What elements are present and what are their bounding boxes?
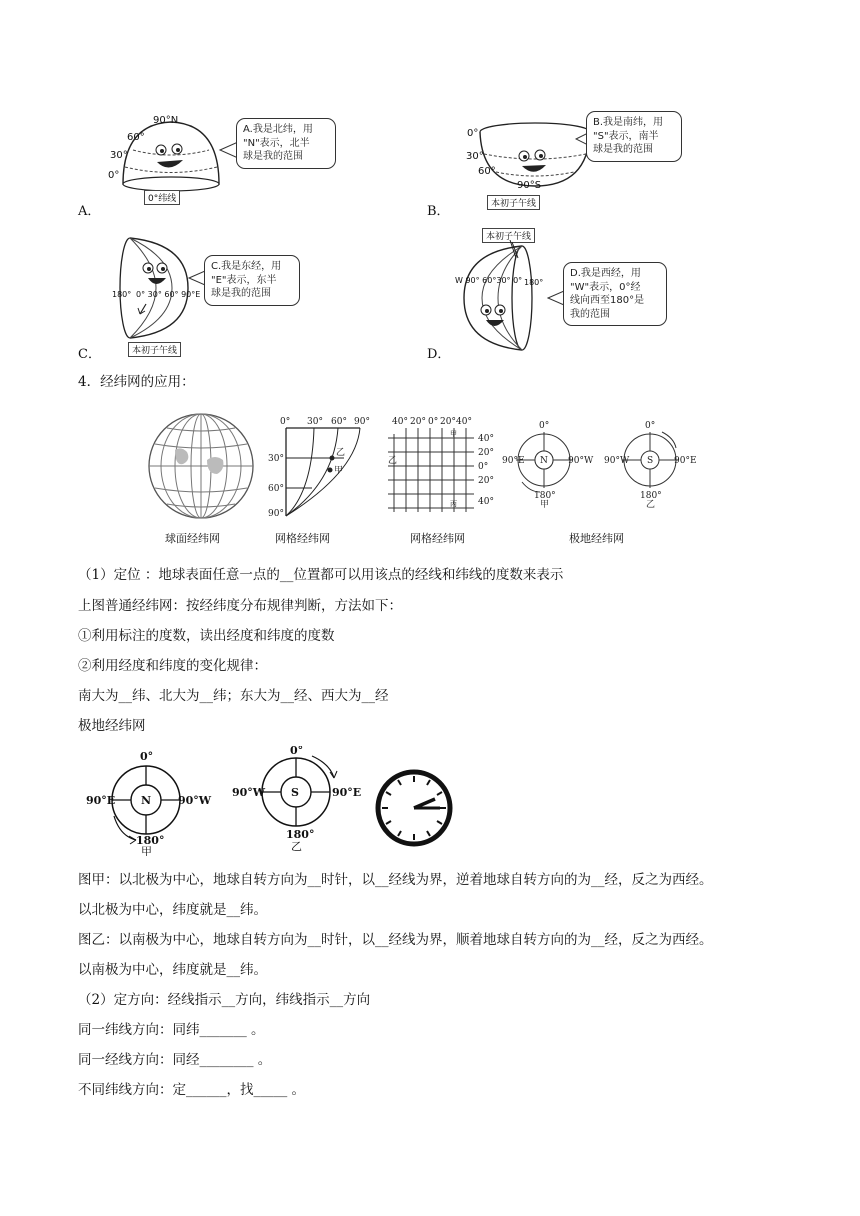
text-line: 极地经纬网: [78, 718, 146, 734]
lat-30-label: 30°: [466, 151, 484, 162]
grid-graticule-figure-2: [384, 412, 502, 524]
polar-label: N: [540, 456, 548, 466]
caption-grid-1: 网格经纬网: [275, 532, 330, 545]
text-line: （1）定位 ：地球表面任意一点的__位置都可以用该点的经线和纬线的度数来表示: [78, 567, 564, 583]
lat-30-label: 30°: [110, 150, 128, 161]
polar-label: 0°: [140, 750, 154, 763]
caption-grid-2: 网格经纬网: [410, 532, 465, 545]
bubble-line: "S"表示，南半: [593, 130, 659, 142]
text-line: （2）定方向：经线指示__方向，纬线指示__方向: [78, 992, 371, 1008]
grid2-right-tick: 40°: [478, 497, 494, 507]
polar-label: S: [291, 786, 299, 799]
grid1-left-tick: 60°: [268, 484, 284, 494]
polar-label: 90°E: [86, 794, 116, 807]
grid2-right-tick: 0°: [478, 462, 489, 472]
text-line: ①利用标注的度数，读出经度和纬度的度数: [78, 628, 335, 644]
point-label: 甲: [334, 466, 344, 476]
western-hemisphere-figure: [460, 240, 550, 356]
polar-label: 90°E: [674, 456, 697, 466]
polar-label: 0°: [290, 746, 304, 757]
grid1-top-tick: 30°: [307, 417, 323, 427]
prime-meridian-tag: 本初子午线: [487, 195, 540, 210]
grid1-top-tick: 0°: [280, 417, 291, 427]
text-line: 南大为__纬、北大为__纬；东大为__经、西大为__经: [78, 688, 389, 704]
speech-bubble-d: [563, 262, 667, 326]
grid2-top-tick: 40°: [392, 417, 408, 427]
lat-90s-label: 90°S: [517, 180, 542, 191]
bubble-line: 球是我的范围: [593, 144, 653, 155]
bubble-line: D.我是西经，用: [570, 268, 641, 279]
text-line: 以南极为中心，纬度就是__纬。: [78, 962, 267, 978]
bubble-line: B.我是南纬，用: [593, 117, 664, 128]
polar-label: 甲: [141, 845, 152, 856]
polar-label: 乙: [291, 840, 302, 853]
text-line: 图乙：以南极为中心，地球自转方向为__时针，以__经线为界，顺着地球自转方向的为__经，反之为西经。: [78, 932, 713, 948]
grid2-right-tick: 40°: [478, 434, 494, 444]
point-label: 乙: [388, 456, 398, 466]
equator-tag: 0°纬线: [144, 190, 180, 205]
point-label: 乙: [336, 448, 346, 458]
polar-label: 180°: [640, 491, 662, 501]
grid2-top-tick: 20°: [440, 417, 456, 427]
eastern-hemisphere-figure: [112, 234, 192, 344]
prime-meridian-tag: 本初子午线: [482, 228, 535, 243]
lat-0-label: 0°: [467, 128, 479, 139]
polar-label: 90°W: [568, 456, 594, 466]
grid2-top-tick: 20°: [410, 417, 426, 427]
polar-label: 90°E: [332, 786, 362, 799]
polar-label: 乙: [646, 500, 656, 508]
polar-label: 0°: [645, 421, 656, 431]
polar-label: 90°W: [604, 456, 630, 466]
polar-label: 90°W: [178, 794, 212, 807]
prime-meridian-tag: 本初子午线: [128, 342, 181, 357]
text-line: 不同纬线方向：定______，找_____ 。: [78, 1082, 306, 1098]
bubble-line: "W"表示，0°经: [570, 281, 641, 293]
section-4-title: 4．经纬网的应用：: [78, 374, 195, 390]
polar-label: 90°E: [502, 456, 525, 466]
lat-90n-label: 90°N: [153, 115, 179, 126]
text-line: 同一纬线方向：同纬_______ 。: [78, 1022, 265, 1038]
grid1-top-tick: 90°: [354, 417, 370, 427]
grid2-top-tick: 40°: [456, 417, 472, 427]
option-d-letter[interactable]: D．: [427, 347, 451, 362]
polar-label: N: [141, 794, 152, 807]
polar-label: 180°: [534, 491, 556, 501]
polar-label: 180°: [286, 828, 315, 841]
globe-graticule-figure: [145, 410, 257, 522]
polar-label: 0°: [539, 421, 550, 431]
grid2-top-tick: 0°: [428, 417, 439, 427]
polar-graticule-figure-large: [84, 746, 464, 856]
grid-graticule-figure-1: [264, 412, 374, 524]
text-line: 上图普通经纬网：按经纬度分布规律判断，方法如下：: [78, 598, 402, 614]
bubble-line: A.我是北纬，用: [243, 124, 313, 135]
bubble-line: 线向西至180°是: [570, 295, 645, 306]
point-label: 丙: [450, 500, 457, 508]
lon-row-label: W 90° 60°30° 0°: [455, 276, 523, 285]
polar-label: 180°: [136, 834, 165, 847]
polar-graticule-figure-small: [500, 418, 700, 508]
text-line: ②利用经度和纬度的变化规律：: [78, 658, 267, 674]
bubble-line: C.我是东经，用: [211, 261, 282, 272]
speech-bubble-c: [204, 255, 300, 306]
lat-60-label: 60°: [478, 166, 496, 177]
grid1-left-tick: 90°: [268, 509, 284, 519]
lon-180-label: 180°: [112, 290, 132, 299]
text-line: 同一经线方向：同经________ 。: [78, 1052, 272, 1068]
bubble-line: 我的范围: [570, 308, 610, 320]
grid1-left-tick: 30°: [268, 454, 284, 464]
bubble-line: 球是我的范围: [243, 151, 303, 162]
grid2-right-tick: 20°: [478, 448, 494, 458]
lon-row-label: 0° 30° 60° 90°E: [136, 290, 201, 299]
bubble-line: "N"表示，北半: [243, 137, 310, 149]
speech-bubble-b: [586, 111, 682, 162]
text-line: 以北极为中心，纬度就是__纬。: [78, 902, 267, 918]
option-c-letter[interactable]: C．: [78, 347, 101, 362]
bubble-line: 球是我的范围: [211, 288, 271, 299]
grid1-top-tick: 60°: [331, 417, 347, 427]
caption-polar: 极地经纬网: [569, 532, 624, 545]
grid2-right-tick: 20°: [478, 476, 494, 486]
option-b-letter[interactable]: B．: [427, 204, 450, 219]
bubble-line: "E"表示，东半: [211, 274, 277, 286]
polar-label: 90°W: [232, 786, 266, 799]
caption-globe: 球面经纬网: [165, 532, 220, 545]
text-line: 图甲：以北极为中心，地球自转方向为__时针，以__经线为界，逆着地球自转方向的为__经，反之为西经。: [78, 872, 713, 888]
lat-0-label: 0°: [108, 170, 120, 181]
speech-bubble-a: [236, 118, 336, 169]
point-label: 甲: [450, 430, 457, 438]
lat-60-label: 60°: [127, 132, 145, 143]
polar-label: S: [647, 456, 654, 466]
clock-icon: [378, 772, 450, 844]
lon-180-label: 180°: [524, 278, 544, 287]
option-a-letter[interactable]: A．: [78, 204, 101, 219]
polar-label: 甲: [540, 500, 550, 508]
